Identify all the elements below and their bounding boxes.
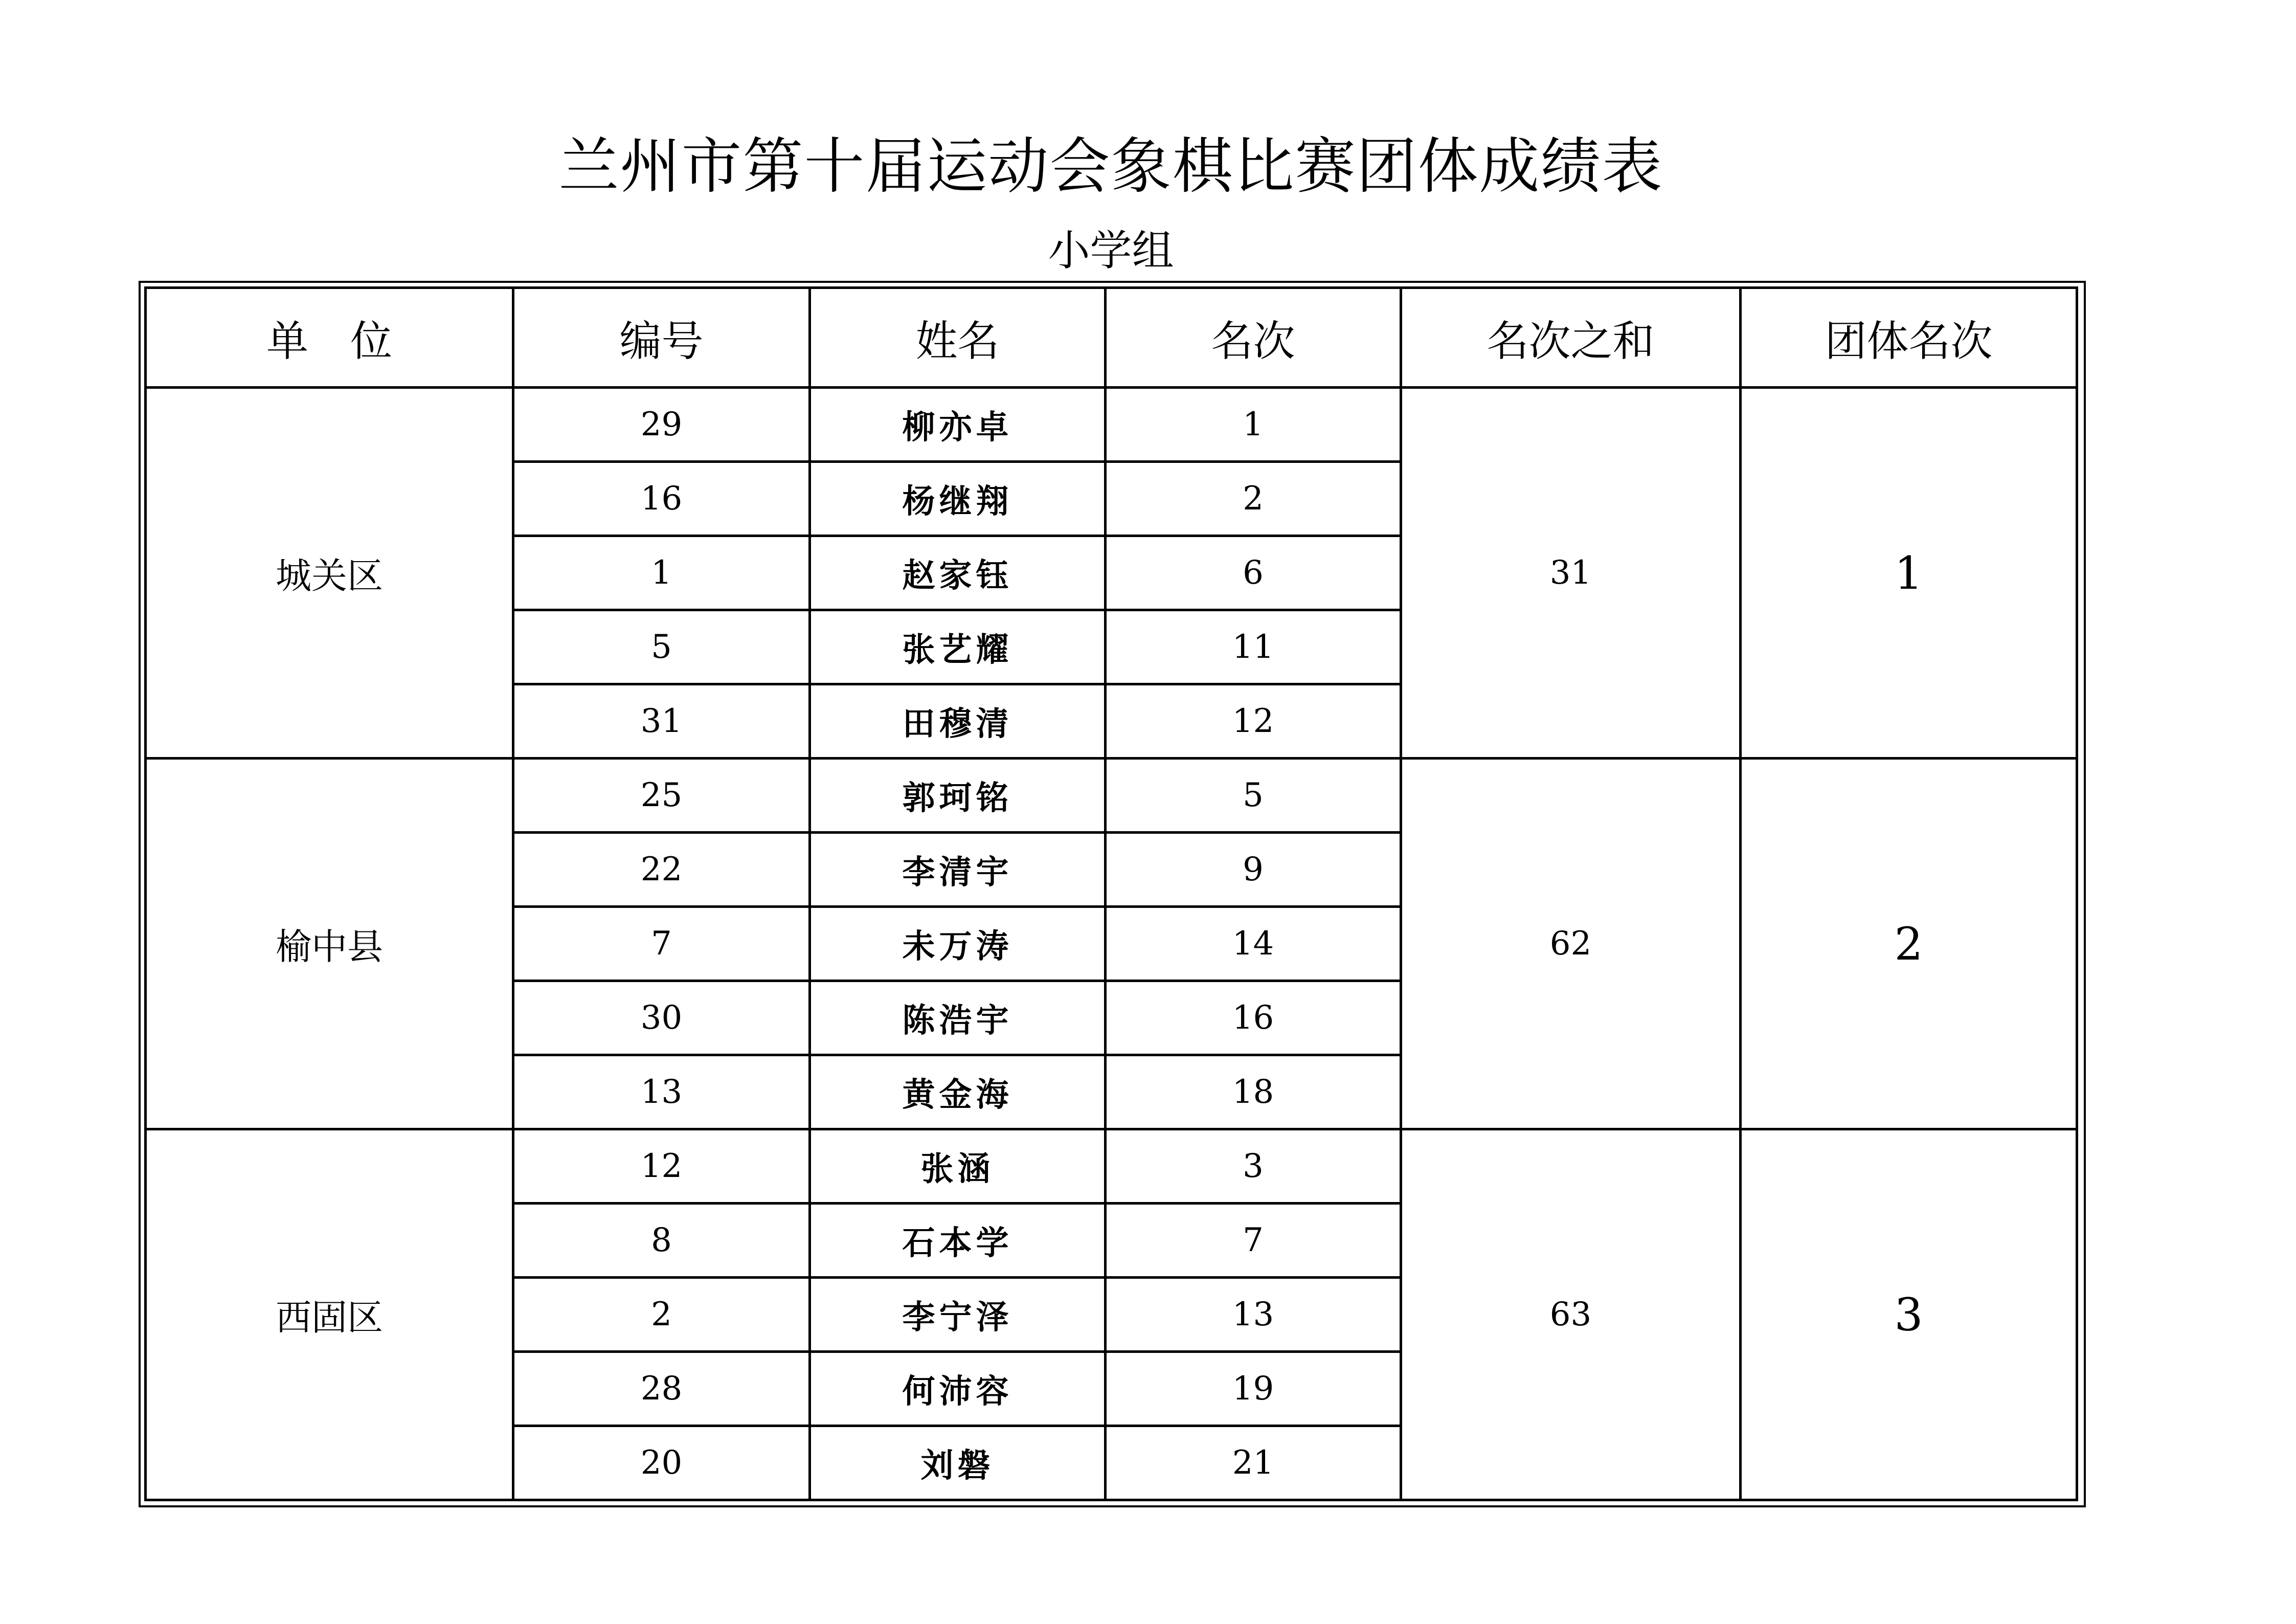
number-cell: 29	[513, 388, 810, 462]
rank-cell: 19	[1106, 1352, 1401, 1426]
number-cell: 31	[513, 684, 810, 759]
header-row	[146, 288, 2077, 388]
results-table-frame	[139, 281, 2086, 1507]
number-cell: 7	[513, 907, 810, 981]
page-title: 兰州市第十届运动会象棋比赛团体成绩表	[558, 131, 1663, 202]
header-unit: 单 位	[146, 288, 513, 388]
rank-cell: 9	[1106, 833, 1401, 907]
table-row	[146, 759, 2077, 833]
number-cell: 22	[513, 833, 810, 907]
team-rank-cell: 2	[1741, 759, 2077, 1129]
rank-cell: 14	[1106, 907, 1401, 981]
header-team-rank: 团体名次	[1741, 288, 2077, 388]
rank-cell: 3	[1106, 1129, 1401, 1204]
rank-cell: 11	[1106, 610, 1401, 684]
rank-cell: 5	[1106, 759, 1401, 833]
number-cell: 30	[513, 981, 810, 1055]
rank-cell: 16	[1106, 981, 1401, 1055]
number-cell: 20	[513, 1426, 810, 1500]
player-name-cell: 郭珂铭	[810, 759, 1106, 833]
rank-cell: 12	[1106, 684, 1401, 759]
rank-cell: 13	[1106, 1278, 1401, 1352]
player-name-cell: 陈浩宇	[810, 981, 1106, 1055]
rank-sum-cell: 63	[1401, 1129, 1741, 1500]
rank-cell: 7	[1106, 1204, 1401, 1278]
player-name-cell: 何沛容	[810, 1352, 1106, 1426]
header-rank: 名次	[1106, 288, 1401, 388]
player-name-cell: 石本学	[810, 1204, 1106, 1278]
number-cell: 13	[513, 1055, 810, 1129]
results-table	[144, 286, 2078, 1501]
rank-cell: 21	[1106, 1426, 1401, 1500]
player-name-cell: 杨继翔	[810, 462, 1106, 536]
rank-cell: 18	[1106, 1055, 1401, 1129]
player-name-cell: 张艺耀	[810, 610, 1106, 684]
number-cell: 12	[513, 1129, 810, 1204]
player-name-cell: 李宁泽	[810, 1278, 1106, 1352]
rank-sum-cell: 62	[1401, 759, 1741, 1129]
number-cell: 5	[513, 610, 810, 684]
header-number: 编号	[513, 288, 810, 388]
player-name-cell: 赵家钰	[810, 536, 1106, 610]
table-row	[146, 388, 2077, 462]
results-body	[146, 388, 2077, 1500]
header-rank-sum: 名次之和	[1401, 288, 1741, 388]
rank-cell: 1	[1106, 388, 1401, 462]
rank-cell: 6	[1106, 536, 1401, 610]
table-row	[146, 1129, 2077, 1204]
player-name-cell: 李清宇	[810, 833, 1106, 907]
team-rank-cell: 1	[1741, 388, 2077, 759]
unit-cell: 城关区	[146, 388, 513, 759]
number-cell: 2	[513, 1278, 810, 1352]
player-name-cell: 黄金海	[810, 1055, 1106, 1129]
number-cell: 8	[513, 1204, 810, 1278]
team-rank-cell: 3	[1741, 1129, 2077, 1500]
number-cell: 28	[513, 1352, 810, 1426]
number-cell: 16	[513, 462, 810, 536]
header-name: 姓名	[810, 288, 1106, 388]
rank-cell: 2	[1106, 462, 1401, 536]
player-name-cell: 刘磐	[810, 1426, 1106, 1500]
number-cell: 25	[513, 759, 810, 833]
number-cell: 1	[513, 536, 810, 610]
page-subtitle: 小学组	[1048, 227, 1174, 275]
player-name-cell: 田穆清	[810, 684, 1106, 759]
player-name-cell: 未万涛	[810, 907, 1106, 981]
rank-sum-cell: 31	[1401, 388, 1741, 759]
unit-cell: 榆中县	[146, 759, 513, 1129]
player-name-cell: 柳亦卓	[810, 388, 1106, 462]
unit-cell: 西固区	[146, 1129, 513, 1500]
player-name-cell: 张涵	[810, 1129, 1106, 1204]
